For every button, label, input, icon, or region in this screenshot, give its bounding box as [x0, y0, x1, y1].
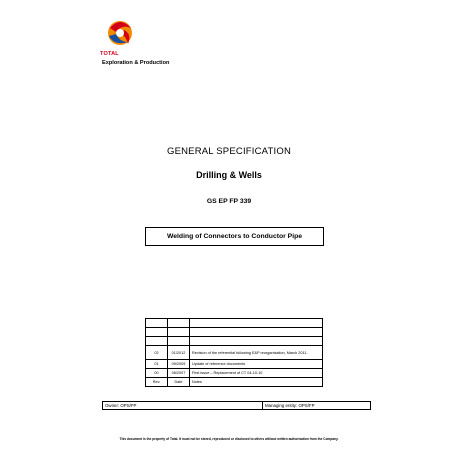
logo-wordmark: TOTAL	[100, 51, 119, 57]
table-header-row	[146, 378, 323, 387]
date-cell: 09/2009	[168, 360, 190, 369]
notes-cell	[190, 337, 323, 346]
spec-type: GENERAL SPECIFICATION	[166, 146, 292, 157]
rev-cell	[146, 337, 168, 346]
discipline-title: Drilling & Wells	[196, 170, 262, 180]
table-row	[146, 369, 323, 378]
ownership-row	[102, 401, 371, 410]
document-code: GS EP FP 339	[206, 198, 252, 205]
date-cell	[168, 328, 190, 337]
rev-cell: 02	[146, 346, 168, 360]
document-title: Welding of Connectors to Conductor Pipe	[166, 233, 303, 240]
managing-entity-cell: Managing entity: OPS/FP	[263, 401, 371, 410]
date-header: Date	[168, 378, 190, 387]
date-cell: 01/2012	[168, 346, 190, 360]
revision-table	[145, 318, 323, 387]
notes-cell	[190, 319, 323, 328]
document-title-box	[145, 227, 324, 246]
rev-cell	[146, 328, 168, 337]
notes-cell	[190, 328, 323, 337]
rev-cell: 00	[146, 369, 168, 378]
notes-header: Notes	[190, 378, 323, 387]
notes-cell: Revision of the referential following E&P reorganisation, March 2011.	[190, 346, 323, 360]
property-notice: This document is the property of Total. It must not be stored, reproduced or disclosed to others without written authorisation from the Company.	[119, 437, 339, 441]
date-cell: 06/2007	[168, 369, 190, 378]
rev-header: Rev.	[146, 378, 168, 387]
rev-cell	[146, 319, 168, 328]
date-cell	[168, 337, 190, 346]
owner-cell: Owner: OPS/FP	[102, 401, 263, 410]
table-row	[146, 337, 323, 346]
table-row	[146, 319, 323, 328]
table-row	[146, 328, 323, 337]
division-label: Exploration & Production	[102, 60, 170, 66]
date-cell	[168, 319, 190, 328]
table-row	[146, 360, 323, 369]
notes-cell: First issue – Replacement of CT 04-10-10	[190, 369, 323, 378]
rev-cell: 01	[146, 360, 168, 369]
notes-cell: Update of reference documents	[190, 360, 323, 369]
table-row	[146, 346, 323, 360]
